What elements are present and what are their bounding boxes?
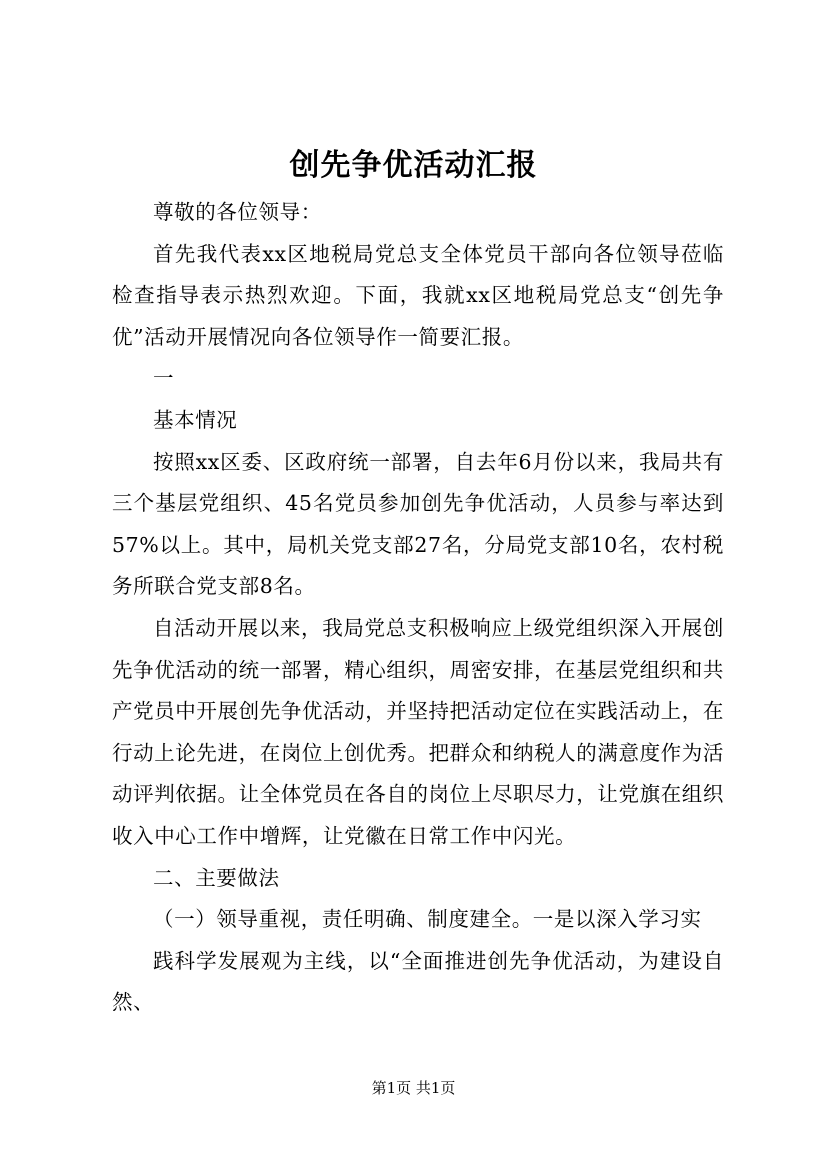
section-heading-methods: 二、主要做法 bbox=[153, 865, 280, 890]
methods-paragraph-1: （一）领导重视，责任明确、制度建全。一是以深入学习实 bbox=[153, 907, 702, 932]
activity-paragraph: 自活动开展以来，我局党总支积极响应上级党组织深入开展创先争优活动的统一部署，精心组织，周密安排，在基层党组织和共产党员中开展创先争优活动，并坚持把活动定位在实践活动上，在行动上论先进，在岗位上创优秀。把群众和纳税人的满意度作为活动评判依据。让全体党员在各自的岗位上尽职尽力，让党旗在组织收入中心工作中增辉，让党徽在日常工作中闪光。 bbox=[112, 615, 724, 848]
section-heading-basic: 基本情况 bbox=[153, 407, 238, 432]
page-footer: 第1页 共1页 bbox=[371, 1079, 456, 1097]
intro-paragraph: 首先我代表xx区地税局党总支全体党员干部向各位领导莅临检查指导表示热烈欢迎。下面，我就xx区地税局党总支“创先争优”活动开展情况向各位领导作一简要汇报。 bbox=[112, 241, 724, 349]
document-title: 创先争优活动汇报 bbox=[289, 148, 538, 183]
salutation-paragraph: 尊敬的各位领导： bbox=[153, 200, 322, 224]
document-body bbox=[112, 192, 724, 1024]
basic-info-paragraph: 按照xx区委、区政府统一部署，自去年6月份以来，我局共有三个基层党组织、45名党员参加创先争优活动，人员参与率达到57%以上。其中，局机关党支部27名，分局党支部10名，农村税务所联合党支部8名。 bbox=[112, 449, 724, 599]
methods-paragraph-2: 践科学发展观为主线，以“全面推进创先争优活动，为建设自然、 bbox=[112, 948, 724, 1015]
section-number-one: 一 bbox=[153, 366, 175, 391]
